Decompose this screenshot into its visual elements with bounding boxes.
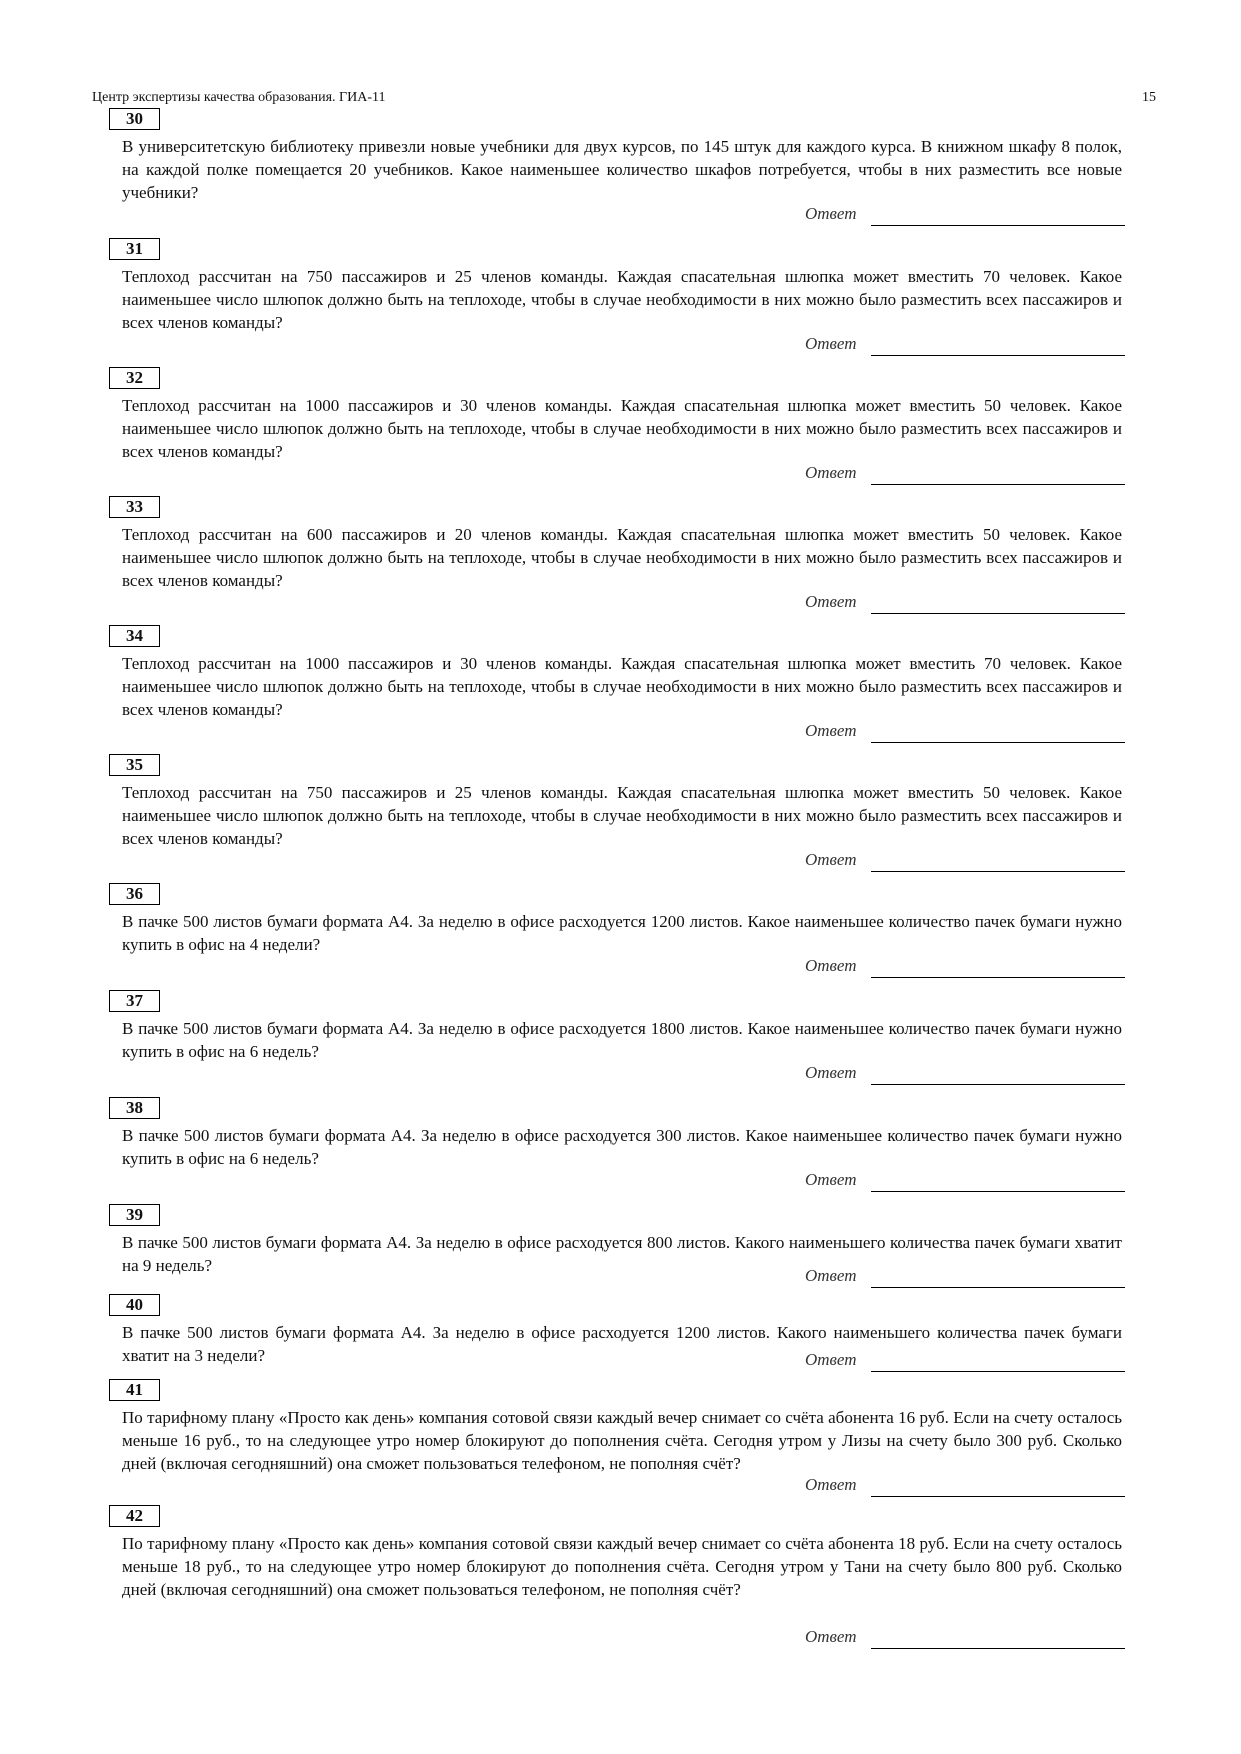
task-number: 31	[109, 238, 160, 260]
answer-label: Ответ	[805, 334, 857, 353]
answer-field[interactable]	[805, 463, 1125, 485]
task-number: 41	[109, 1379, 160, 1401]
answer-label: Ответ	[805, 592, 857, 611]
answer-label: Ответ	[805, 1475, 857, 1494]
task-number: 35	[109, 754, 160, 776]
answer-line[interactable]	[871, 1371, 1125, 1372]
answer-line[interactable]	[871, 225, 1125, 226]
task-text: Теплоход рассчитан на 600 пассажиров и 20 членов команды. Каждая спасательная шлюпка может вместить 50 человек. Какое наименьшее число шлюпок должно быть на теплоходе, чтобы в случае необходимости в них можно было разместить всех пассажиров и всех членов команды?	[122, 525, 1122, 590]
task-text: В пачке 500 листов бумаги формата А4. За неделю в офисе расходуется 300 листов. Какое наименьшее количество пачек бумаги нужно купить в офис на 6 недель?	[122, 1126, 1122, 1168]
task-text: Теплоход рассчитан на 1000 пассажиров и 30 членов команды. Каждая спасательная шлюпка может вместить 50 человек. Какое наименьшее число шлюпок должно быть на теплоходе, чтобы в случае необходимости в них можно было разместить всех пассажиров и всех членов команды?	[122, 396, 1122, 461]
answer-line[interactable]	[871, 1287, 1125, 1288]
task-number: 38	[109, 1097, 160, 1119]
task-text: Теплоход рассчитан на 750 пассажиров и 25 членов команды. Каждая спасательная шлюпка может вместить 70 человек. Какое наименьшее число шлюпок должно быть на теплоходе, чтобы в случае необходимости в них можно было разместить всех пассажиров и всех членов команды?	[122, 267, 1122, 332]
task-text: Теплоход рассчитан на 1000 пассажиров и 30 членов команды. Каждая спасательная шлюпка может вместить 70 человек. Какое наименьшее число шлюпок должно быть на теплоходе, чтобы в случае необходимости в них можно было разместить всех пассажиров и всех членов команды?	[122, 654, 1122, 719]
answer-field[interactable]	[805, 1627, 1125, 1649]
task-number: 42	[109, 1505, 160, 1527]
answer-field[interactable]	[805, 334, 1125, 356]
answer-label: Ответ	[805, 956, 857, 975]
task-number: 33	[109, 496, 160, 518]
answer-label: Ответ	[805, 1266, 857, 1285]
task-text: По тарифному плану «Просто как день» компания сотовой связи каждый вечер снимает со счёта абонента 16 руб. Если на счету осталось меньше 16 руб., то на следующее утро номер блокируют до пополнения счёта. Сегодня утром у Лизы на счету было 300 руб. Сколько дней (включая сегодняшний) она сможет пользоваться телефоном, не пополняя счёт?	[122, 1408, 1122, 1473]
task-text: Теплоход рассчитан на 750 пассажиров и 25 членов команды. Каждая спасательная шлюпка может вместить 50 человек. Какое наименьшее число шлюпок должно быть на теплоходе, чтобы в случае необходимости в них можно было разместить всех пассажиров и всех членов команды?	[122, 783, 1122, 848]
answer-label: Ответ	[805, 1350, 857, 1369]
answer-line[interactable]	[871, 977, 1125, 978]
answer-line[interactable]	[871, 484, 1125, 485]
answer-line[interactable]	[871, 871, 1125, 872]
answer-line[interactable]	[871, 742, 1125, 743]
task-number: 40	[109, 1294, 160, 1316]
answer-field[interactable]	[805, 1170, 1125, 1192]
task-number: 39	[109, 1204, 160, 1226]
answer-field[interactable]	[805, 204, 1125, 226]
page-header	[92, 90, 1156, 110]
answer-field[interactable]	[805, 1063, 1125, 1085]
answer-label: Ответ	[805, 721, 857, 740]
answer-field[interactable]	[805, 1475, 1125, 1497]
task-number: 34	[109, 625, 160, 647]
task-text: В пачке 500 листов бумаги формата А4. За неделю в офисе расходуется 1200 листов. Какого наименьшего количества пачек бумаги хватит на 3 недели?	[122, 1323, 1122, 1365]
answer-field[interactable]	[805, 1266, 1125, 1288]
answer-label: Ответ	[805, 1627, 857, 1646]
task-number: 37	[109, 990, 160, 1012]
header-organization: Центр экспертизы качества образования. ГИА-11	[92, 90, 386, 105]
task-text: По тарифному плану «Просто как день» компания сотовой связи каждый вечер снимает со счёта абонента 18 руб. Если на счету осталось меньше 18 руб., то на следующее утро номер блокируют до пополнения счёта. Сегодня утром у Тани на счету было 800 руб. Сколько дней (включая сегодняшний) она сможет пользоваться телефоном, не пополняя счёт?	[122, 1534, 1122, 1599]
page-number: 15	[1142, 90, 1156, 105]
answer-label: Ответ	[805, 1170, 857, 1189]
answer-field[interactable]	[805, 592, 1125, 614]
task-number: 30	[109, 108, 160, 130]
answer-field[interactable]	[805, 850, 1125, 872]
answer-field[interactable]	[805, 721, 1125, 743]
answer-field[interactable]	[805, 956, 1125, 978]
answer-line[interactable]	[871, 355, 1125, 356]
task-number: 36	[109, 883, 160, 905]
answer-line[interactable]	[871, 1191, 1125, 1192]
task-text: В пачке 500 листов бумаги формата А4. За неделю в офисе расходуется 1800 листов. Какое наименьшее количество пачек бумаги нужно купить в офис на 6 недель?	[122, 1019, 1122, 1061]
answer-label: Ответ	[805, 850, 857, 869]
answer-line[interactable]	[871, 1084, 1125, 1085]
task-text: В пачке 500 листов бумаги формата А4. За неделю в офисе расходуется 800 листов. Какого наименьшего количества пачек бумаги хватит на 9 недель?	[122, 1233, 1122, 1275]
answer-line[interactable]	[871, 613, 1125, 614]
answer-label: Ответ	[805, 1063, 857, 1082]
task-text: В пачке 500 листов бумаги формата А4. За неделю в офисе расходуется 1200 листов. Какое наименьшее количество пачек бумаги нужно купить в офис на 4 недели?	[122, 912, 1122, 954]
answer-label: Ответ	[805, 463, 857, 482]
task-number: 32	[109, 367, 160, 389]
task-text: В университетскую библиотеку привезли новые учебники для двух курсов, по 145 штук для каждого курса. В книжном шкафу 8 полок, на каждой полке помещается 20 учебников. Какое наименьшее количество шкафов потребуется, чтобы в них разместить все новые учебники?	[122, 137, 1122, 202]
answer-field[interactable]	[805, 1350, 1125, 1372]
answer-line[interactable]	[871, 1648, 1125, 1649]
answer-line[interactable]	[871, 1496, 1125, 1497]
answer-label: Ответ	[805, 204, 857, 223]
